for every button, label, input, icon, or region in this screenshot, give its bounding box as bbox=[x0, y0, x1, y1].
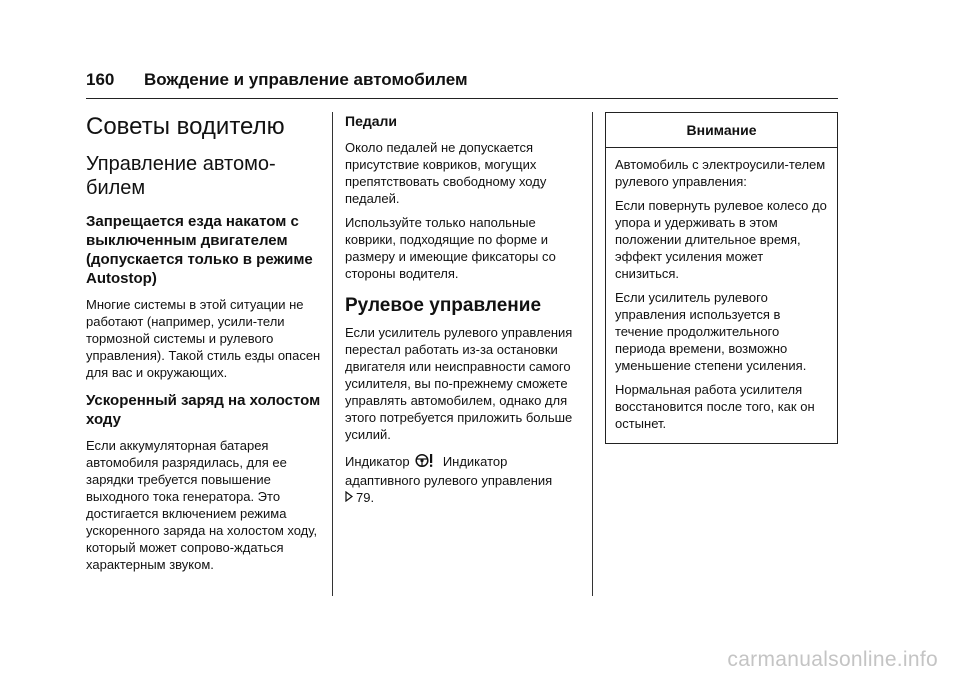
indicator-description: адаптивного рулевого управления bbox=[345, 473, 553, 488]
column-divider bbox=[332, 112, 333, 596]
column-divider bbox=[592, 112, 593, 596]
steering-heading: Рулевое управление bbox=[345, 295, 542, 316]
warning-text-1: Автомобиль с электроусили-телем рулевого управления: bbox=[615, 157, 826, 189]
chapter-title: Вождение и управление автомобилем bbox=[144, 70, 468, 89]
reference-suffix: . bbox=[370, 490, 375, 505]
idle-charge-text: Если аккумуляторная батарея автомобиля разрядилась, для ее зарядки требуется повышение выходного тока генератора. Это достигается включением режима ускоренного заряда на холостом ходу, который может сопрово-ждаться характерным звуком. bbox=[86, 438, 318, 572]
pedals-text-1: Около педалей не допускается присутствие ковриков, могущих препятствовать свободному ходу педалей. bbox=[345, 140, 547, 206]
section-title: Советы водителю bbox=[86, 113, 285, 140]
steering-warning-icon bbox=[415, 453, 435, 472]
indicator-line bbox=[345, 453, 583, 506]
subsection-title: Управление автомо- билем bbox=[86, 153, 276, 199]
warning-text-3: Если усилитель рулевого управления используется в течение продолжительного периода времени, возможно уменьшение степени усиления. bbox=[615, 290, 807, 373]
column-left bbox=[86, 112, 321, 580]
indicator-label-2: Индикатор bbox=[442, 454, 508, 469]
warning-body bbox=[606, 148, 837, 443]
pedals-text-2: Используйте только напольные коврики, подходящие по форме и размеру и имеющие фиксаторы со стороны водителя. bbox=[345, 215, 556, 281]
page-reference-link[interactable]: 79 bbox=[356, 490, 371, 505]
steering-text: Если усилитель рулевого управления перестал работать из-за остановки двигателя или неисправности самого усилителя, вы по-прежнему сможете управлять автомобилем, однако для этого потребуется приложить больше усилий. bbox=[345, 325, 573, 442]
page-header bbox=[86, 66, 838, 99]
watermark: carmanualsonline.info bbox=[727, 648, 938, 671]
reference-arrow-icon bbox=[345, 489, 353, 506]
warning-text-4: Нормальная работа усилителя восстановится после того, как он остынет. bbox=[615, 382, 815, 431]
coasting-heading: Запрещается езда накатом с выключенным двигателем (допускается только в режиме Autostop) bbox=[86, 213, 313, 287]
warning-box bbox=[605, 112, 838, 444]
column-right bbox=[605, 112, 838, 444]
coasting-text: Многие системы в этой ситуации не работают (например, усили-тели тормозной системы и рулевого управления). Такой стиль езды опасен для вас и окружающих. bbox=[86, 297, 321, 380]
column-middle bbox=[345, 112, 583, 513]
page-number: 160 bbox=[86, 70, 115, 89]
indicator-label: Индикатор bbox=[345, 454, 410, 469]
pedals-heading: Педали bbox=[345, 113, 398, 129]
warning-text-2: Если повернуть рулевое колесо до упора и удерживать в этом положении длительное время, эффект усиления может снизиться. bbox=[615, 198, 827, 281]
warning-title: Внимание bbox=[606, 113, 837, 148]
idle-charge-heading: Ускоренный заряд на холостом ходу bbox=[86, 392, 321, 428]
